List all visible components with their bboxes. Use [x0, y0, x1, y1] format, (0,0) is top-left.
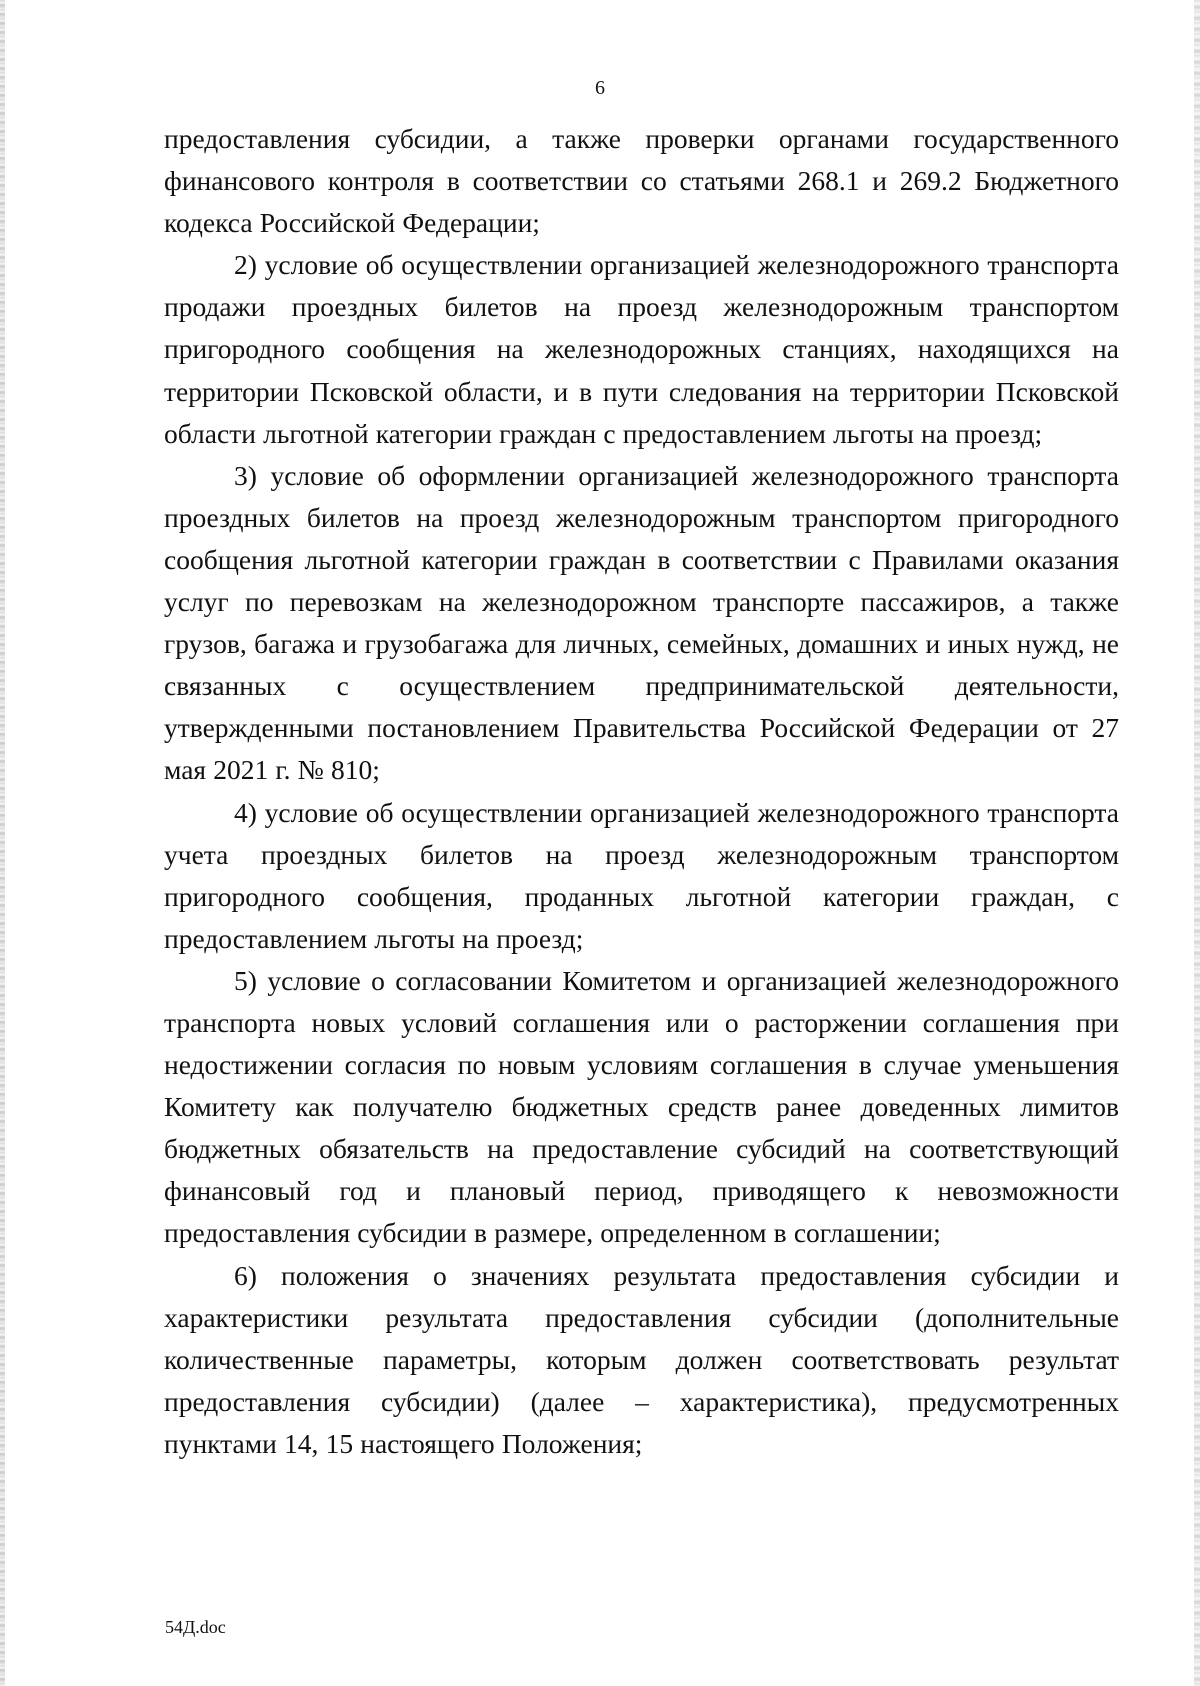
- scan-edge-right: [1194, 0, 1200, 1686]
- paragraph-item-5: 5) условие о согласовании Комитетом и организацией железнодорожного транспорта новых условий соглашения или о расторжении соглашения при недостижении согласия по новым условиям соглашения в случае уменьшения Комитету как получателю бюджетных средств ранее доведенных лимитов бюджетных обязательств на предоставление субсидий на соответствующий финансовый год и плановый период, приводящего к невозможности предоставления субсидии в размере, определенном в соглашении;: [164, 964, 1119, 1249]
- scan-edge-left: [0, 0, 5, 1686]
- page-number: 6: [595, 77, 605, 99]
- paragraph-item-6: 6) положения о значениях результата предоставления субсидии и характеристики результата предоставления субсидии (дополнительные количественные параметры, которым должен соответствовать результат предоставления субсидии) (далее – характеристика), предусмотренных пунктами 14, 15 настоящего Положения;: [164, 1259, 1119, 1459]
- document-body: [164, 118, 1119, 1465]
- paragraph-item-4: 4) условие об осуществлении организацией железнодорожного транспорта учета проездных билетов на проезд железнодорожным транспортом пригородного сообщения, проданных льготной категории граждан, с предоставлением льготы на проезд;: [164, 796, 1119, 954]
- paragraph-continuation: предоставления субсидии, а также проверки органами государственного финансового контроля в соответствии со статьями 268.1 и 269.2 Бюджетного кодекса Российской Федерации;: [164, 123, 1119, 239]
- paragraph-item-3: 3) условие об оформлении организацией железнодорожного транспорта проездных билетов на проезд железнодорожным транспортом пригородного сообщения льготной категории граждан в соответствии с Правилами оказания услуг по перевозкам на железнодорожном транспорте пассажиров, а также грузов, багажа и грузобагажа для личных, семейных, домашних и иных нужд, не связанных с осуществлением предпринимательской деятельности, утвержденными постановлением Правительства Российской Федерации от 27 мая 2021 г. № 810;: [164, 459, 1119, 786]
- paragraph-item-2: 2) условие об осуществлении организацией железнодорожного транспорта продажи проездных билетов на проезд железнодорожным транспортом пригородного сообщения на железнодорожных станциях, находящихся на территории Псковской области, и в пути следования на территории Псковской области льготной категории граждан с предоставлением льготы на проезд;: [164, 249, 1119, 449]
- document-footer-filename: 54Д.doc: [165, 1617, 226, 1637]
